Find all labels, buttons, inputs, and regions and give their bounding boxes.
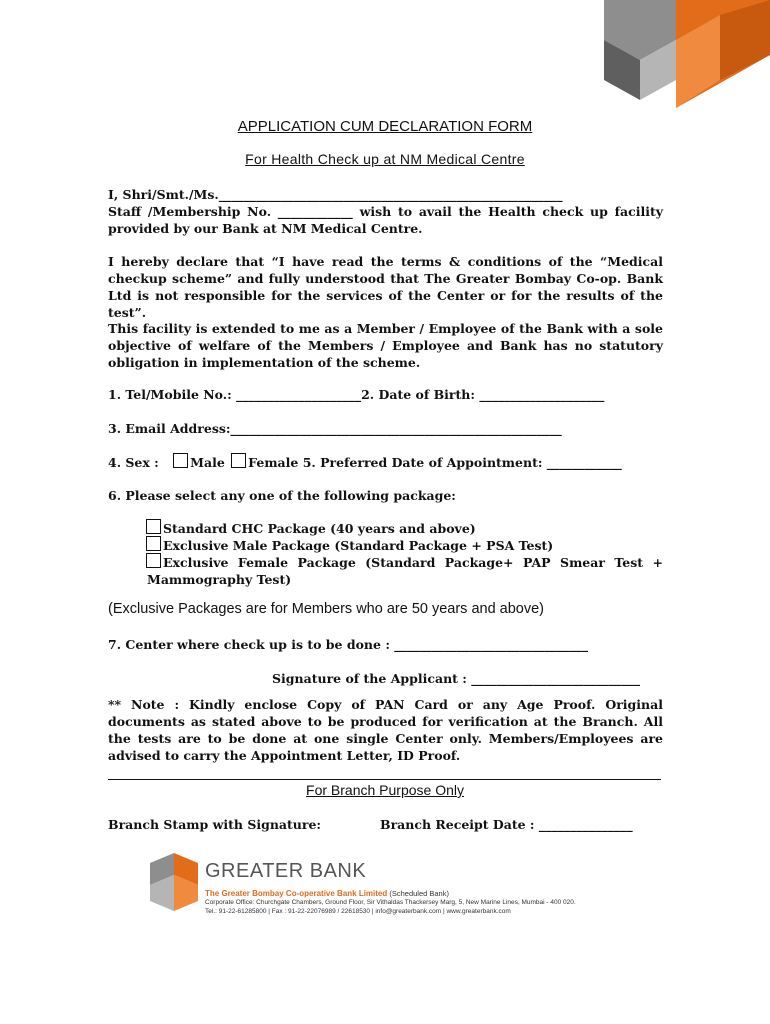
female-label: Female [248, 455, 299, 470]
package-checkbox-standard[interactable] [146, 519, 161, 534]
package-note: (Exclusive Packages are for Members who are 50 years and above) [108, 601, 545, 617]
male-checkbox[interactable] [173, 453, 188, 468]
bank-legal-name: The Greater Bombay Co-operative Bank Limited [205, 889, 388, 898]
center-field[interactable]: 7. Center where check up is to be done : _______________________________ [108, 637, 589, 652]
male-label: Male [190, 455, 225, 470]
divider [108, 779, 661, 780]
preferred-date-field[interactable]: 5. Preferred Date of Appointment: ____________ [302, 455, 622, 470]
tel-dob-field[interactable]: 1. Tel/Mobile No.: ____________________2. Date of Birth: ____________________ [108, 387, 605, 402]
bank-address: Corporate Office: Churchgate Chambers, Ground Floor, Sir Vithaldas Thackersey Marg, 5, New Marine Lines, Mumbai - 400 020. [205, 899, 576, 906]
scheduled-label: (Scheduled Bank) [389, 889, 449, 898]
female-checkbox[interactable] [231, 453, 246, 468]
facility-text: This facility is extended to me as a Member / Employee of the Bank with a sole objective of welfare of the Members / Employee and Bank has no statutory obligation in implementation of the scheme. [108, 321, 663, 370]
name-field[interactable]: I, Shri/Smt./Ms._______________________________________________________ [108, 187, 563, 202]
sex-label: 4. Sex : [108, 455, 159, 470]
package-option [147, 536, 663, 554]
email-field[interactable]: 3. Email Address:_____________________________________________________ [108, 421, 562, 436]
branch-stamp-label: Branch Stamp with Signature: [108, 817, 322, 832]
package-checkbox-female[interactable] [146, 553, 161, 568]
footnote: ** Note : Kindly enclose Copy of PAN Card or any Age Proof. Original documents as stated above to be produced for verification at the Branch. All the tests are to be done at one single Center only. Members/Employees are advised to carry the Appointment Letter, ID Proof. [108, 697, 663, 763]
declaration-text: I hereby declare that “I have read the terms & conditions of the “Medical checkup scheme” and fully understood that The Greater Bombay Co-op. Bank Ltd is not responsible for the services of the Center or for the results of the test”. [108, 254, 663, 320]
form-subtitle: For Health Check up at NM Medical Centre [245, 151, 525, 167]
branch-receipt-date-field[interactable]: Branch Receipt Date : _______________ [380, 817, 633, 832]
package-prompt: 6. Please select any one of the following package: [108, 488, 456, 503]
sex-row [108, 453, 622, 471]
membership-field[interactable]: Staff /Membership No. ____________ wish to avail the Health check up facility provided by our Bank at NM Medical Centre. [108, 204, 663, 236]
bank-contact: Tel.: 91-22-61285800 | Fax : 91-22-22076989 / 22618530 | info@greaterbank.com | www.greaterbank.com [205, 908, 511, 915]
branch-purpose-heading: For Branch Purpose Only [306, 782, 464, 798]
package-option [147, 553, 663, 588]
package-label-female: Exclusive Female Package (Standard Package+ PAP Smear Test + Mammography Test) [147, 555, 663, 587]
package-option [147, 519, 663, 537]
corner-logo-graphic [590, 0, 770, 112]
greater-bank-logo-icon [148, 853, 200, 913]
package-label-male: Exclusive Male Package (Standard Package + PSA Test) [163, 538, 554, 553]
bank-name: GREATER BANK [205, 860, 367, 882]
package-checkbox-male[interactable] [146, 536, 161, 551]
bank-full-name [205, 889, 449, 898]
signature-field[interactable]: Signature of the Applicant : ___________________________ [272, 671, 641, 686]
package-label-standard: Standard CHC Package (40 years and above) [163, 521, 476, 536]
form-title: APPLICATION CUM DECLARATION FORM [237, 118, 533, 135]
